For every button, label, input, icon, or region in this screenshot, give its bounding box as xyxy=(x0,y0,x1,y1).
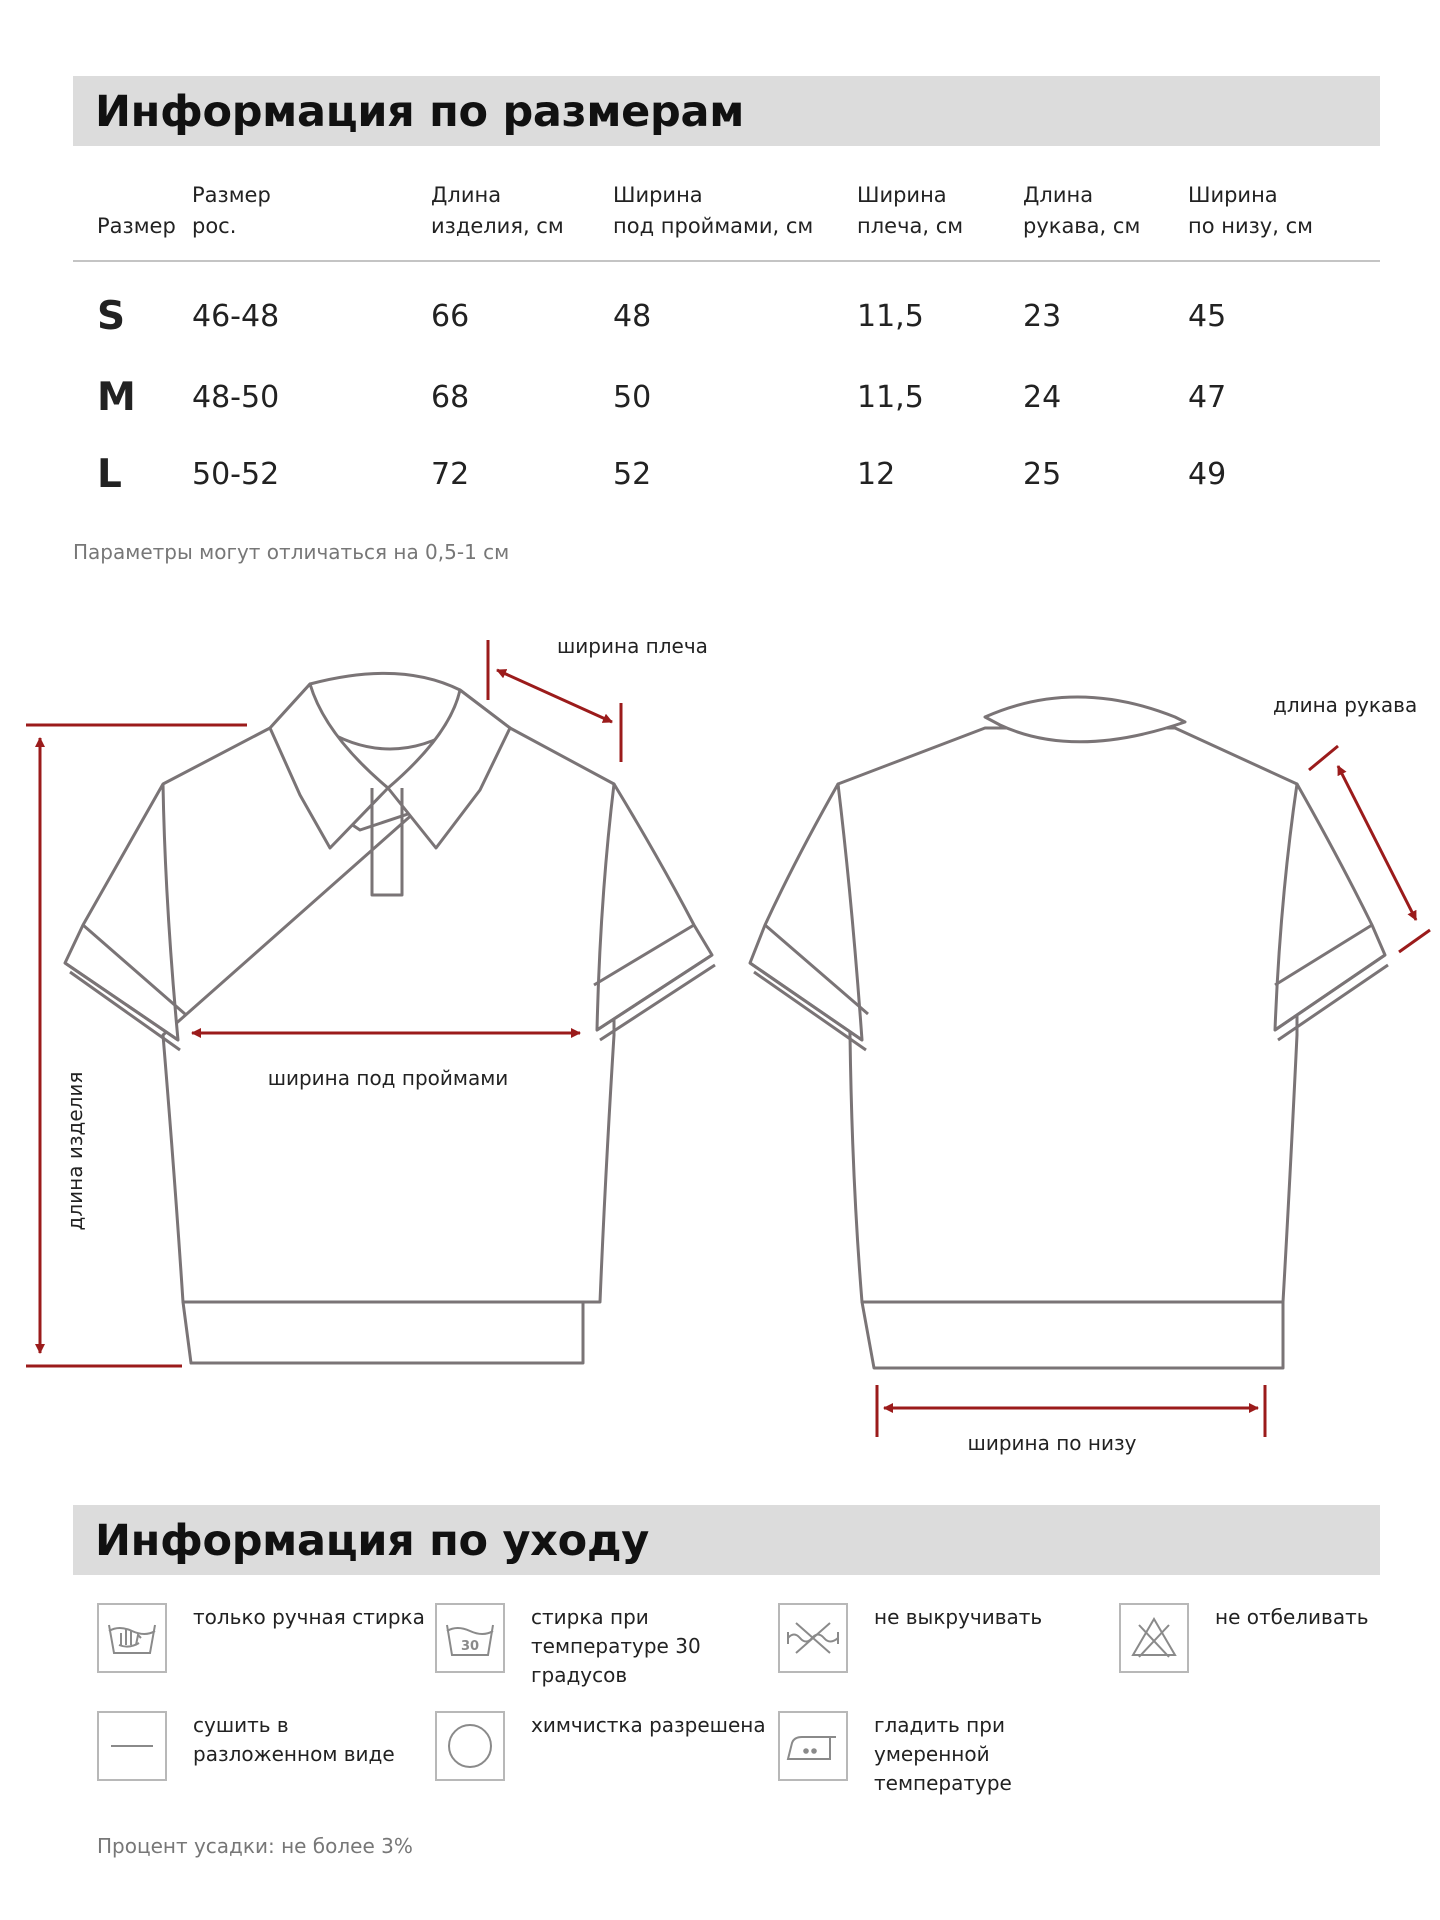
care-grid xyxy=(97,1603,1380,1803)
col-header-shoulder: Ширина плеча, см xyxy=(857,180,1023,261)
size-table-header-row xyxy=(73,180,1380,261)
hem-cell: 49 xyxy=(1188,457,1227,492)
shrinkage-note: Процент усадки: не более 3% xyxy=(97,1834,413,1858)
col-header-size: Размер xyxy=(73,180,192,261)
length-cell: 66 xyxy=(431,299,470,334)
label-length: длина изделия xyxy=(63,1071,87,1231)
care-text-no-wring: не выкручивать xyxy=(874,1605,1043,1629)
no-wring-icon xyxy=(778,1603,848,1673)
sleeve-cell: 24 xyxy=(1023,380,1062,415)
care-item-no-wring xyxy=(778,1603,1118,1683)
iron-medium-icon xyxy=(778,1711,848,1781)
col-header-sleeve: Длина рукава, см xyxy=(1023,180,1188,261)
ros-cell: 46-48 xyxy=(192,299,280,334)
sleeve-tick-bottom xyxy=(1399,930,1430,952)
col-header-armpit-width: Ширина под проймами, см xyxy=(613,180,857,261)
label-sleeve: длина рукава xyxy=(1273,693,1418,717)
garment-diagram xyxy=(0,600,1440,1480)
length-cell: 68 xyxy=(431,380,470,415)
wash-30-badge: 30 xyxy=(460,1639,480,1654)
length-cell: 72 xyxy=(431,457,470,492)
table-row xyxy=(73,436,1380,513)
table-row xyxy=(73,359,1380,436)
size-info-title: Информация по размерам xyxy=(95,87,745,137)
dry-flat-icon xyxy=(97,1711,167,1781)
shirt-front xyxy=(65,673,715,1363)
armpit-cell: 48 xyxy=(613,299,652,334)
shoulder-cell: 11,5 xyxy=(857,380,924,415)
size-note: Параметры могут отличаться на 0,5-1 см xyxy=(73,540,510,564)
size-cell: M xyxy=(97,375,136,420)
size-cell: S xyxy=(97,294,126,339)
care-item-dry-flat xyxy=(97,1711,437,1791)
col-header-length: Длина изделия, см xyxy=(431,180,613,261)
care-item-hand-wash xyxy=(97,1603,437,1683)
label-armpit: ширина под проймами xyxy=(267,1066,509,1090)
ros-cell: 48-50 xyxy=(192,380,280,415)
shoulder-cell: 12 xyxy=(857,457,896,492)
front-hem-band xyxy=(183,1302,583,1363)
col-header-hem: Ширина по низу, см xyxy=(1188,180,1380,261)
care-item-no-bleach xyxy=(1119,1603,1440,1683)
hem-cell: 45 xyxy=(1188,299,1227,334)
size-info-header xyxy=(73,76,1380,146)
care-text-dry-clean: химчистка разрешена xyxy=(531,1713,766,1737)
size-table xyxy=(73,180,1380,513)
label-shoulder: ширина плеча xyxy=(557,634,708,658)
shoulder-arrow xyxy=(497,670,612,722)
hand-wash-icon xyxy=(97,1603,167,1673)
table-row xyxy=(73,261,1380,359)
sleeve-cell: 23 xyxy=(1023,299,1062,334)
care-text-no-bleach: не отбеливать xyxy=(1215,1605,1369,1629)
care-item-iron-medium xyxy=(778,1711,1118,1795)
care-text-hand-wash: только ручная стирка xyxy=(193,1605,425,1629)
label-hem: ширина по низу xyxy=(967,1431,1137,1455)
care-text-wash-30: стирка при температуре 30 градусов xyxy=(531,1605,701,1687)
care-item-dry-clean xyxy=(435,1711,775,1791)
sleeve-tick-top xyxy=(1309,746,1338,770)
dry-clean-icon xyxy=(435,1711,505,1781)
care-info-header xyxy=(73,1505,1380,1575)
armpit-cell: 50 xyxy=(613,380,652,415)
back-hem-band xyxy=(862,1302,1283,1368)
col-header-ros: Размер рос. xyxy=(192,180,431,261)
sleeve-cell: 25 xyxy=(1023,457,1062,492)
back-body xyxy=(838,728,1297,1302)
ros-cell: 50-52 xyxy=(192,457,280,492)
shirt-back xyxy=(750,697,1388,1368)
care-info-title: Информация по уходу xyxy=(95,1516,650,1566)
care-text-iron-medium: гладить при умеренной температуре xyxy=(874,1713,1012,1795)
care-item-wash-30 xyxy=(435,1603,775,1687)
wash-30-icon xyxy=(435,1603,505,1673)
no-bleach-icon xyxy=(1119,1603,1189,1673)
armpit-cell: 52 xyxy=(613,457,652,492)
size-cell: L xyxy=(97,452,122,497)
care-text-dry-flat: сушить в разложенном виде xyxy=(193,1713,395,1766)
hem-cell: 47 xyxy=(1188,380,1227,415)
shoulder-cell: 11,5 xyxy=(857,299,924,334)
